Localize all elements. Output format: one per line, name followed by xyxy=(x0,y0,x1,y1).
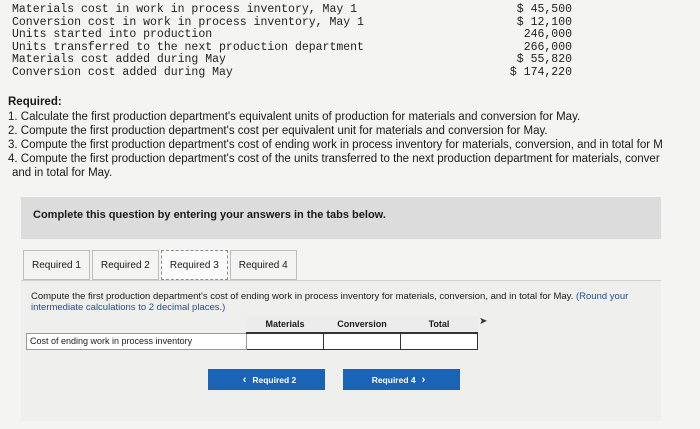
data-value: $ 12,100 xyxy=(516,15,572,29)
required-title: Required: xyxy=(8,96,62,108)
data-label: Materials cost added during May xyxy=(12,53,226,67)
instruction-text: Compute the first production department's cost of ending work in process inventory for materials, conversion, and in total for May. xyxy=(31,291,574,302)
data-value: $ 55,820 xyxy=(516,53,572,67)
data-label: Conversion cost in work in process inventory, May 1 xyxy=(12,15,364,29)
data-label: Units started into production xyxy=(12,28,213,42)
tab-required-4[interactable]: Required 4 xyxy=(230,250,297,280)
header-spacer xyxy=(27,316,247,333)
answer-table xyxy=(26,316,478,350)
required-item-3: 3. Compute the first production department's cost of ending work in process inventory for materials, conversion, and in total for M xyxy=(8,139,663,151)
tab-content xyxy=(21,280,661,421)
data-label: Materials cost in work in process inventory, May 1 xyxy=(12,3,358,16)
data-value: $ 174,220 xyxy=(509,65,572,79)
tab-required-1[interactable]: Required 1 xyxy=(23,250,90,280)
data-value: $ 45,500 xyxy=(516,3,572,16)
required-item-2: 2. Compute the first production department's cost per equivalent unit for materials and conversion for May. xyxy=(8,125,548,137)
required-section xyxy=(8,95,700,180)
conversion-input[interactable] xyxy=(324,334,400,349)
arrow-icon: ➤ xyxy=(479,316,488,327)
data-value: 246,000 xyxy=(523,28,572,42)
conversion-cell xyxy=(324,333,401,350)
data-row xyxy=(12,4,572,17)
instruction xyxy=(31,291,651,313)
row-label: Cost of ending work in process inventory xyxy=(27,333,247,350)
next-button-label: Required 4 xyxy=(371,374,416,385)
data-label: Units transferred to the next production department xyxy=(12,40,364,54)
prev-button-label: Required 2 xyxy=(252,374,297,385)
total-input[interactable] xyxy=(401,334,477,349)
data-label: Conversion cost added during May xyxy=(12,65,233,79)
required-item-1: 1. Calculate the first production department's equivalent units of production for materials and conversion for May. xyxy=(8,111,581,123)
header-materials: Materials xyxy=(247,316,324,333)
instructions-panel xyxy=(21,197,661,239)
tab-bar xyxy=(23,250,299,280)
data-row xyxy=(12,67,572,80)
table-header-row xyxy=(27,316,478,333)
tab-required-3[interactable]: Required 3 xyxy=(161,250,228,280)
prev-button[interactable] xyxy=(208,369,325,390)
required-item-4: 4. Compute the first production department's cost of the units transferred to the next production department for materials, conver xyxy=(8,153,660,165)
data-value: 266,000 xyxy=(523,40,572,54)
chevron-right-icon: › xyxy=(421,373,426,386)
given-data-table xyxy=(12,4,572,80)
materials-cell xyxy=(247,333,324,350)
data-row xyxy=(12,29,572,42)
tab-required-2[interactable]: Required 2 xyxy=(92,250,159,280)
required-item-4-continued: and in total for May. xyxy=(12,167,113,179)
next-button[interactable] xyxy=(343,369,460,390)
total-cell xyxy=(401,333,478,350)
table-row xyxy=(27,333,478,350)
chevron-left-icon: ‹ xyxy=(242,373,247,386)
panel-text: Complete this question by entering your answers in the tabs below. xyxy=(33,209,386,221)
header-conversion: Conversion xyxy=(324,316,401,333)
header-total: Total xyxy=(401,316,478,333)
materials-input[interactable] xyxy=(247,334,323,349)
rounding-note: (Round your intermediate calculations to 2 decimal places.) xyxy=(31,291,629,313)
